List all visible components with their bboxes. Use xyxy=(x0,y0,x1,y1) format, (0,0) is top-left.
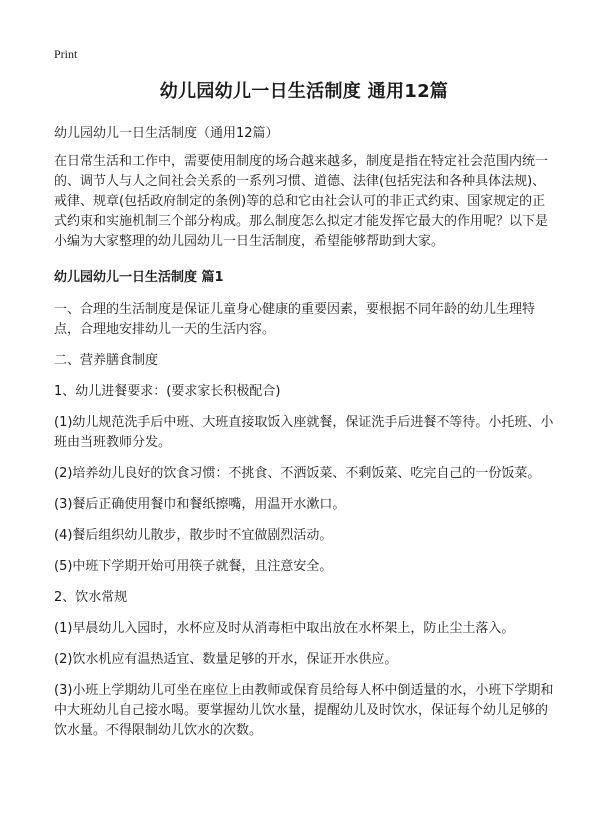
paragraph-3: 1、幼儿进餐要求：(要求家长积极配合) xyxy=(54,384,281,399)
paragraph-4: (1)幼儿规范洗手后中班、大班直接取饭入座就餐，保证洗手后进餐不等待。小托班、小班由当班教师分发。 xyxy=(54,415,554,450)
paragraph-9: 2、饮水常规 xyxy=(54,590,128,605)
paragraph-12: (3)小班上学期幼儿可坐在座位上由教师或保育员给每人杯中倒适量的水，小班下学期和中大班幼儿自己接水喝。要掌握幼儿饮水量，提醒幼儿及时饮水，保证每个幼儿足够的饮水量。不得限制幼儿饮水的次数。 xyxy=(54,683,554,738)
paragraph-5: (2)培养幼儿良好的饮食习惯：不挑食、不洒饭菜、不剩饭菜、吃完自己的一份饭菜。 xyxy=(54,466,541,481)
paragraph-10: (1)早晨幼儿入园时，水杯应及时从消毒柜中取出放在水杯架上，防止尘土落入。 xyxy=(54,621,515,636)
document-body xyxy=(54,80,554,752)
paragraph-6: (3)餐后正确使用餐巾和餐纸擦嘴，用温开水漱口。 xyxy=(54,497,346,512)
document-title: 幼儿园幼儿一日生活制度 通用12篇 xyxy=(159,81,449,102)
section-heading: 幼儿园幼儿一日生活制度 篇1 xyxy=(54,270,224,285)
paragraph-1: 一、合理的生活制度是保证儿童身心健康的重要因素，要根据不同年龄的幼儿生理特点，合理地安排幼儿一天的生活内容。 xyxy=(54,302,536,337)
intro-paragraph: 在日常生活和工作中，需要使用制度的场合越来越多，制度是指在特定社会范围内统一的、调节人与人之间社会关系的一系列习惯、道德、法律(包括宪法和各种具体法规)、戒律、规章(包括政府制定的条例)等的总和它由社会认可的非正式约束、国家规定的正式约束和实施机制三个部分构成。那么制度怎么拟定才能发挥它最大的作用呢？以下是小编为大家整理的幼儿园幼儿一日生活制度，希望能够帮助到大家。 xyxy=(54,154,549,249)
paragraph-8: (5)中班下学期开始可用筷子就餐，且注意安全。 xyxy=(54,559,333,574)
paragraph-2: 二、营养膳食制度 xyxy=(54,353,159,368)
print-link[interactable]: Print xyxy=(54,47,78,61)
paragraph-11: (2)饮水机应有温热适宜、数量足够的开水，保证开水供应。 xyxy=(54,652,398,667)
paragraph-7: (4)餐后组织幼儿散步，散步时不宜做剧烈活动。 xyxy=(54,528,333,543)
document-subtitle: 幼儿园幼儿一日生活制度（通用12篇） xyxy=(54,126,279,141)
